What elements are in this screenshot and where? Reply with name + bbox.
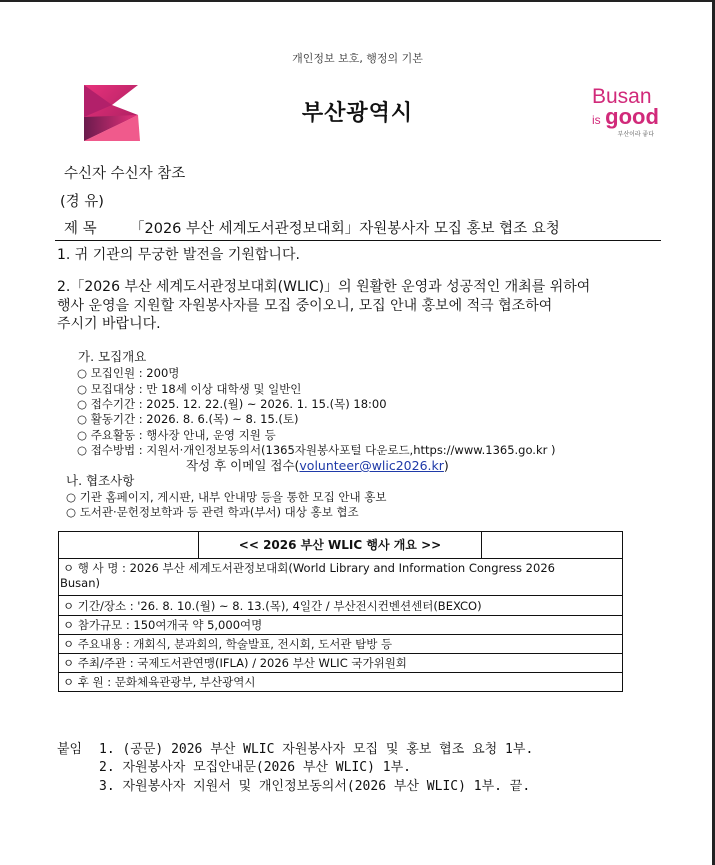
box-divider: [59, 653, 622, 654]
via-line: (경 유): [60, 194, 104, 210]
section-b-item: ○ 도서관·문헌정보학과 등 관련 학과(부서) 대상 홍보 협조: [66, 505, 359, 519]
box-row: ㅇ 주요내용 : 개회식, 분과회의, 학술발표, 전시회, 도서관 탐방 등: [63, 637, 393, 651]
section-a-item: ○ 접수방법 : 지원서·개인정보동의서(1365자원봉사포털 다운로드,https://www.1365.go.kr ): [77, 443, 556, 457]
subject-title: 「2026 부산 세계도서관정보대회」자원봉사자 모집 홍보 협조 요청: [130, 221, 560, 237]
email-prefix: 작성 후 이메일 접수(: [186, 458, 300, 473]
box-row: ㅇ 후 원 : 문화체육관광부, 부산광역시: [63, 675, 256, 689]
section-a-item: ○ 주요활동 : 행사장 안내, 운영 지원 등: [77, 428, 276, 442]
email-link[interactable]: volunteer@wlic2026.kr: [299, 458, 444, 473]
box-row: ㅇ 행 사 명 : 2026 부산 세계도서관정보대회(World Library and Information Congress 2026: [63, 561, 555, 575]
box-row: ㅇ 주최/주관 : 국제도서관연맹(IFLA) / 2026 부산 WLIC 국가위원회: [63, 656, 407, 670]
slogan: 개인정보 보호, 행정의 기본: [292, 52, 423, 65]
attachment-item: 3. 자원봉사자 지원서 및 개인정보동의서(2026 부산 WLIC) 1부. 끝.: [99, 779, 531, 794]
box-divider: [59, 595, 622, 596]
box-divider: [59, 634, 622, 635]
brand-tagline: 부산이라 좋다: [617, 132, 654, 138]
page-top-border: [0, 0, 715, 2]
section-a-item: ○ 접수기간 : 2025. 12. 22.(월) ~ 2026. 1. 15.(목) 18:00: [77, 397, 387, 411]
busan-is-good-logo: [592, 86, 662, 138]
box-row: ㅇ 참가규모 : 150여개국 약 5,000여명: [63, 618, 263, 632]
paragraph-2-line-2: 행사 운영을 지원할 자원봉사자를 모집 중이오니, 모집 안내 홍보에 적극 협조하여: [57, 298, 553, 314]
box-divider: [59, 558, 622, 559]
subject-rule: [55, 240, 661, 241]
organization-name: 부산광역시: [301, 101, 414, 126]
brand-line-3: good: [605, 104, 659, 129]
recipient-line: 수신자 수신자 참조: [64, 166, 186, 182]
brand-line-1: Busan: [592, 85, 652, 108]
box-row: ㅇ 기간/장소 : '26. 8. 10.(월) ~ 8. 13.(목), 4일간 / 부산전시컨벤션센터(BEXCO): [63, 599, 482, 613]
section-b-item: ○ 기관 홈페이지, 게시판, 내부 안내망 등을 통한 모집 안내 홍보: [66, 490, 387, 504]
section-a-item: ○ 모집인원 : 200명: [77, 366, 180, 380]
event-overview-title-row: [59, 532, 622, 558]
section-b-title: 나. 협조사항: [66, 473, 135, 488]
attachment-item: 1. (공문) 2026 부산 WLIC 자원봉사자 모집 및 홍보 협조 요청 1부.: [99, 742, 534, 757]
attachment-item: 2. 자원봉사자 모집안내문(2026 부산 WLIC) 1부.: [99, 760, 411, 775]
paragraph-2-line-3: 주시기 바랍니다.: [57, 316, 161, 332]
event-overview-box: [58, 531, 623, 692]
box-row: Busan): [60, 576, 100, 590]
box-divider: [59, 615, 622, 616]
subject-label: 제 목: [64, 221, 97, 237]
section-a-title: 가. 모집개요: [78, 349, 147, 364]
email-line: [186, 456, 449, 474]
event-overview-title: << 2026 부산 WLIC 행사 개요 >>: [198, 532, 482, 558]
paragraph-1: 1. 귀 기관의 무궁한 발전을 기원합니다.: [57, 247, 300, 263]
section-a-item: ○ 모집대상 : 만 18세 이상 대학생 및 일반인: [77, 382, 302, 396]
paragraph-2-line-1: 2.「2026 부산 세계도서관정보대회(WLIC)」의 원활한 운영과 성공적인 개최를 위하여: [57, 279, 591, 295]
attachments-label: 붙임: [57, 742, 83, 757]
section-a-item: ○ 활동기간 : 2026. 8. 6.(목) ~ 8. 15.(토): [77, 412, 299, 426]
brand-line-2: is: [592, 113, 601, 127]
box-divider: [59, 672, 622, 673]
email-suffix: ): [443, 458, 449, 473]
